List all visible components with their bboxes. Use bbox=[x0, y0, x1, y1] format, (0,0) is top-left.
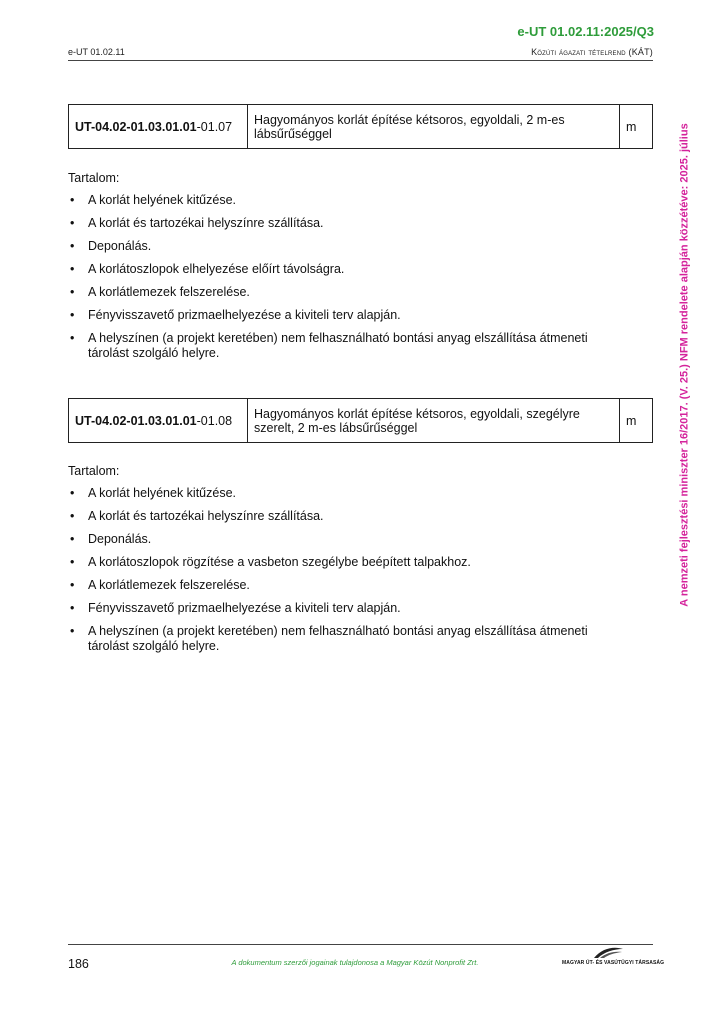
item-code-suffix: -01.08 bbox=[196, 413, 233, 428]
list-item: • A helyszínen (a projekt keretében) nem felhasználható bontási anyag elszállítása átmeneti tárolást szolgáló helyre. bbox=[70, 331, 588, 360]
document-code: e-UT 01.02.11:2025/Q3 bbox=[517, 24, 654, 39]
list-item: • Deponálás. bbox=[70, 239, 152, 253]
item-code bbox=[69, 399, 248, 443]
list-item: • A korlát helyének kitűzése. bbox=[70, 486, 236, 500]
page-number: 186 bbox=[68, 957, 89, 971]
contents-list bbox=[68, 486, 628, 654]
table-row bbox=[69, 399, 653, 443]
table-row bbox=[69, 105, 653, 149]
item-unit: m bbox=[620, 105, 653, 149]
list-item: • A korlátlemezek felszerelése. bbox=[70, 285, 250, 299]
contents-title: Tartalom: bbox=[68, 171, 120, 185]
item-code-bold: UT-04.02-01.03.01.01 bbox=[75, 119, 197, 134]
society-logo bbox=[562, 946, 665, 968]
item-code bbox=[69, 105, 248, 149]
side-publication-note bbox=[676, 95, 694, 635]
item-table-1 bbox=[68, 104, 653, 149]
list-item: • A korlátlemezek felszerelése. bbox=[70, 578, 250, 592]
list-item: • Deponálás. bbox=[70, 532, 152, 546]
contents-list bbox=[68, 193, 628, 361]
item-code-bold: UT-04.02-01.03.01.01 bbox=[75, 413, 197, 428]
list-item: • A korlát helyének kitűzése. bbox=[70, 193, 236, 207]
list-item: • A korlátoszlopok elhelyezése előírt távolságra. bbox=[70, 262, 345, 276]
item-description: Hagyományos korlát építése kétsoros, egyoldali, 2 m-es lábsűrűséggel bbox=[248, 105, 620, 149]
list-item: • A korlátoszlopok rögzítése a vasbeton szegélybe beépített talpakhoz. bbox=[70, 555, 471, 569]
list-item: • A korlát és tartozékai helyszínre szállítása. bbox=[70, 216, 324, 230]
list-item: • A korlát és tartozékai helyszínre szállítása. bbox=[70, 509, 324, 523]
list-item: • Fényvisszavető prizmaelhelyezése a kiviteli terv alapján. bbox=[70, 601, 401, 615]
header-left-code: e-UT 01.02.11 bbox=[68, 47, 125, 57]
footer-divider bbox=[68, 944, 653, 945]
side-note-text: A nemzeti fejlesztési miniszter 16/2017. (V. 25.) NFM rendelete alapján közzétéve: 2025. július bbox=[679, 123, 692, 607]
contents-title: Tartalom: bbox=[68, 464, 120, 478]
header-right-title: Közúti ágazati tételrend (KÁT) bbox=[531, 47, 653, 57]
item-table-2 bbox=[68, 398, 653, 443]
list-item: • Fényvisszavető prizmaelhelyezése a kiviteli terv alapján. bbox=[70, 308, 401, 322]
item-description: Hagyományos korlát építése kétsoros, egyoldali, szegélyre szerelt, 2 m-es lábsűrűséggel bbox=[248, 399, 620, 443]
item-contents-1 bbox=[68, 171, 628, 369]
footer-copyright: A dokumentum szerzői jogainak tulajdonosa a Magyar Közút Nonprofit Zrt. bbox=[231, 958, 479, 967]
road-swoosh-icon bbox=[592, 946, 624, 960]
item-code-suffix: -01.07 bbox=[196, 119, 233, 134]
logo-text: MAGYAR ÚT- ÉS VASÚTÜGYI TÁRSASÁG bbox=[562, 960, 665, 966]
item-contents-2 bbox=[68, 464, 628, 662]
page-header bbox=[68, 47, 653, 61]
list-item: • A helyszínen (a projekt keretében) nem felhasználható bontási anyag elszállítása átmeneti tárolást szolgáló helyre. bbox=[70, 624, 588, 653]
item-unit: m bbox=[620, 399, 653, 443]
